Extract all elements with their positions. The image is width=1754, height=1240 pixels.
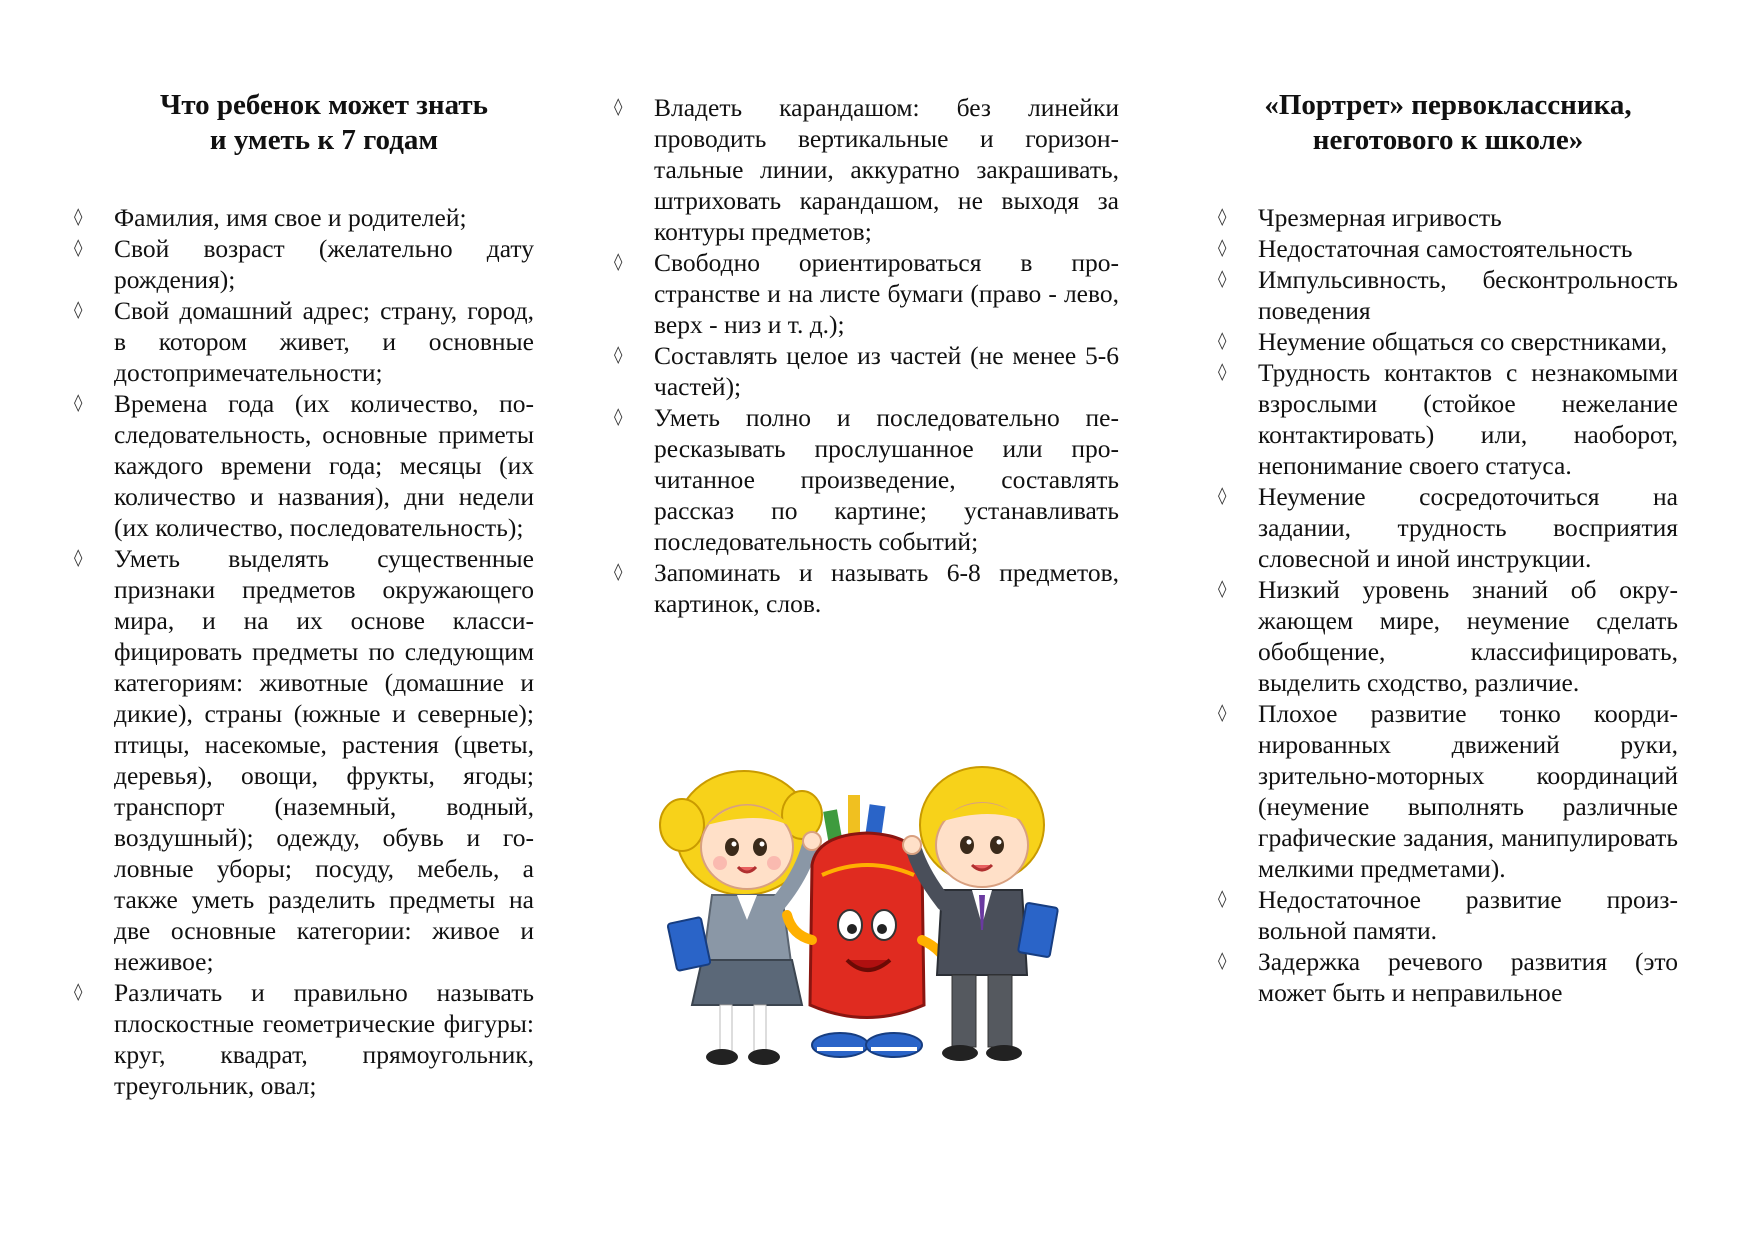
list-item-text: Различать и правильно называть плоскостные геометрические фигуры: круг, квадрат, прямоугольник, треугольник, овал; [114,978,534,1100]
left-heading [74,88,534,158]
left-heading-line-1: Что ребенок может знать [160,89,488,121]
list-item-text: Уметь выделять существенные признаки предметов окружающего мира, и на их основе классифицировать предметы по следующим категориям: животные (домашние и дикие), страны (южные и северные); птицы, насекомые, растения (цветы, деревья), овощи, фрукты, ягоды; транспорт (наземный, водный, воздушный); одежду, обувь и головные уборы; посуду, мебель, а также уметь разделить предметы на две основные категории: живое и неживое; [114,544,534,976]
list-item-text: Неумение общаться со сверстниками, [1258,327,1668,356]
list-item [1218,326,1678,357]
diamond-bullet-icon: ◊ [1218,579,1227,599]
list-item-text: Неумение сосредоточиться на задании, трудность восприятия словесной и иной инструкции. [1258,482,1678,573]
list-item [1218,357,1678,481]
list-item [74,977,534,1101]
list-item [74,233,534,295]
list-item-text: Запоминать и называть 6-8 предметов, картинок, слов. [654,558,1119,618]
diamond-bullet-icon: ◊ [614,97,623,117]
diamond-bullet-icon: ◊ [74,982,83,1002]
list-item [614,340,1119,402]
list-item-text: Трудность контактов с незнакомыми взрослыми (стойкое нежелание контактировать) или, наоборот, непонимание своего статуса. [1258,358,1678,480]
middle-column [614,92,1119,619]
list-item [614,557,1119,619]
list-item [614,247,1119,340]
list-item-text: Недостаточное развитие произвольной памяти. [1258,885,1678,945]
list-item-text: Свободно ориентироваться в пространстве и на листе бумаги (право - лево, верх - низ и т. д.); [654,248,1119,339]
diamond-bullet-icon: ◊ [74,393,83,413]
left-heading-line-2: и уметь к 7 годам [209,124,439,156]
list-item-text: Недостаточная самостоятельность [1258,234,1633,263]
diamond-bullet-icon: ◊ [614,345,623,365]
list-item [1218,884,1678,946]
diamond-bullet-icon: ◊ [1218,951,1227,971]
diamond-bullet-icon: ◊ [1218,238,1227,258]
list-item-text: Владеть карандашом: без линейки проводить вертикальные и горизонтальные линии, аккуратно закрашивать, штриховать карандашом, не выходя за контуры предметов; [654,93,1119,246]
list-item-text: Свой возраст (желательно дату рождения); [114,234,534,294]
list-item [74,543,534,977]
list-item [1218,698,1678,884]
list-item [74,295,534,388]
list-item-text: Уметь полно и последовательно пересказывать прослушанное или прочитанное произведение, составлять рассказ по картине; устанавливать последовательность событий; [654,403,1119,556]
list-item [1218,946,1678,1008]
list-item [74,202,534,233]
right-heading-line-2: неготового к школе» [1312,124,1584,156]
diamond-bullet-icon: ◊ [74,238,83,258]
list-item [1218,481,1678,574]
boy-figure-icon [903,767,1058,1061]
list-item-text: Чрезмерная игривость [1258,203,1502,232]
diamond-bullet-icon: ◊ [1218,362,1227,382]
diamond-bullet-icon: ◊ [614,407,623,427]
right-column [1218,88,1678,1008]
right-heading [1218,88,1678,158]
left-skills-list [74,202,534,1101]
list-item-text: Задержка речевого развития (это может быть и неправильное [1258,947,1678,1007]
diamond-bullet-icon: ◊ [614,562,623,582]
list-item-text: Плохое развитие тонко координированных движений руки, зрительно-моторных координаций (неумение выполнять различные графические задания, манипулировать мелкими предметами). [1258,699,1678,883]
diamond-bullet-icon: ◊ [1218,331,1227,351]
right-heading-line-1: «Портрет» первоклассника, [1264,89,1632,121]
list-item-text: Импульсивность, бесконтрольность поведения [1258,265,1678,325]
diamond-bullet-icon: ◊ [74,207,83,227]
diamond-bullet-icon: ◊ [1218,889,1227,909]
right-portrait-list [1218,202,1678,1008]
list-item-text: Фамилия, имя свое и родителей; [114,203,467,232]
diamond-bullet-icon: ◊ [1218,269,1227,289]
diamond-bullet-icon: ◊ [1218,486,1227,506]
diamond-bullet-icon: ◊ [614,252,623,272]
list-item [614,92,1119,247]
list-item-text: Свой домашний адрес; страну, город, в котором живет, и основные достопримечательности; [114,296,534,387]
diamond-bullet-icon: ◊ [74,548,83,568]
diamond-bullet-icon: ◊ [74,300,83,320]
schoolchildren-with-backpack-illustration [652,755,1082,1095]
list-item [1218,202,1678,233]
list-item [614,402,1119,557]
diamond-bullet-icon: ◊ [1218,207,1227,227]
list-item-text: Составлять целое из частей (не менее 5-6 частей); [654,341,1119,401]
girl-figure-icon [660,771,822,1065]
list-item [1218,233,1678,264]
diamond-bullet-icon: ◊ [1218,703,1227,723]
list-item [1218,264,1678,326]
list-item-text: Времена года (их количество, последовательность, основные приметы каждого времени года; месяцы (их количество и названия), дни недели (их количество, последовательность); [114,389,534,542]
list-item [74,388,534,543]
list-item [1218,574,1678,698]
middle-skills-list [614,92,1119,619]
left-column [74,88,534,1101]
list-item-text: Низкий уровень знаний об окружающем мире, неумение сделать обобщение, классифицировать, выделить сходство, различие. [1258,575,1678,697]
